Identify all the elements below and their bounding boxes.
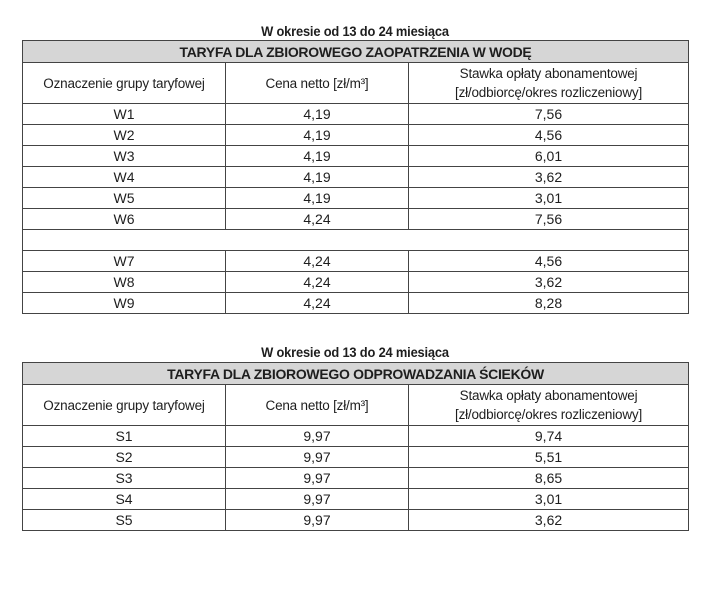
- water-table-title: TARYFA DLA ZBIOROWEGO ZAOPATRZENIA W WODĘ: [23, 41, 689, 63]
- sewage-tariff-section: [22, 343, 688, 531]
- price-cell: 4,19: [226, 167, 409, 188]
- fee-cell: 3,01: [409, 188, 689, 209]
- fee-cell: 8,65: [409, 468, 689, 489]
- price-cell: 9,97: [226, 447, 409, 468]
- table-row: [23, 125, 689, 146]
- group-cell: W5: [23, 188, 226, 209]
- group-cell: W8: [23, 272, 226, 293]
- table-row: [23, 293, 689, 314]
- fee-header-line1: Stawka opłaty abonamentowej: [459, 388, 638, 403]
- water-tariff-section: [22, 22, 688, 314]
- table-row: [23, 146, 689, 167]
- group-cell: W9: [23, 293, 226, 314]
- group-cell: W2: [23, 125, 226, 146]
- table-row: [23, 426, 689, 447]
- fee-cell: 6,01: [409, 146, 689, 167]
- price-cell: 4,24: [226, 251, 409, 272]
- group-cell: S3: [23, 468, 226, 489]
- price-cell: 4,19: [226, 188, 409, 209]
- column-header-group: Oznaczenie grupy taryfowej: [23, 63, 226, 104]
- fee-cell: 9,74: [409, 426, 689, 447]
- group-cell: W6: [23, 209, 226, 230]
- fee-cell: 8,28: [409, 293, 689, 314]
- group-cell: S2: [23, 447, 226, 468]
- price-cell: 9,97: [226, 468, 409, 489]
- fee-cell: 3,62: [409, 272, 689, 293]
- group-cell: S4: [23, 489, 226, 510]
- water-tariff-table: [22, 40, 689, 314]
- sewage-table-title: TARYFA DLA ZBIOROWEGO ODPROWADZANIA ŚCIEKÓW: [23, 363, 689, 385]
- water-period-heading: W okresie od 13 do 24 miesiąca: [261, 23, 449, 39]
- fee-cell: 7,56: [409, 209, 689, 230]
- fee-cell: 3,01: [409, 489, 689, 510]
- price-cell: 9,97: [226, 510, 409, 531]
- group-cell: W4: [23, 167, 226, 188]
- fee-cell: 3,62: [409, 167, 689, 188]
- table-row: [23, 468, 689, 489]
- fee-header-line2: [zł/odbiorcę/okres rozliczeniowy]: [455, 85, 642, 100]
- price-cell: 4,24: [226, 293, 409, 314]
- table-row: [23, 104, 689, 125]
- fee-cell: 4,56: [409, 125, 689, 146]
- fee-header-line2: [zł/odbiorcę/okres rozliczeniowy]: [455, 407, 642, 422]
- table-row: [23, 272, 689, 293]
- fee-header-line1: Stawka opłaty abonamentowej: [459, 66, 638, 81]
- table-row: [23, 188, 689, 209]
- sewage-tariff-table: [22, 362, 689, 531]
- table-row: [23, 489, 689, 510]
- table-row: [23, 167, 689, 188]
- price-cell: 4,24: [226, 209, 409, 230]
- fee-cell: 3,62: [409, 510, 689, 531]
- price-cell: 4,19: [226, 104, 409, 125]
- table-row: [23, 251, 689, 272]
- price-cell: 9,97: [226, 426, 409, 447]
- group-cell: W1: [23, 104, 226, 125]
- group-cell: S5: [23, 510, 226, 531]
- table-row: [23, 209, 689, 230]
- price-cell: 4,19: [226, 146, 409, 167]
- column-header-price: Cena netto [zł/m³]: [226, 385, 409, 426]
- column-header-fee: [409, 385, 689, 426]
- sewage-period-heading: W okresie od 13 do 24 miesiąca: [261, 344, 449, 360]
- column-header-fee: [409, 63, 689, 104]
- fee-cell: 4,56: [409, 251, 689, 272]
- group-cell: S1: [23, 426, 226, 447]
- fee-cell: 5,51: [409, 447, 689, 468]
- fee-cell: 7,56: [409, 104, 689, 125]
- table-page-break: [23, 230, 689, 251]
- column-header-group: Oznaczenie grupy taryfowej: [23, 385, 226, 426]
- table-row: [23, 447, 689, 468]
- column-header-price: Cena netto [zł/m³]: [226, 63, 409, 104]
- price-cell: 4,24: [226, 272, 409, 293]
- price-cell: 9,97: [226, 489, 409, 510]
- group-cell: W3: [23, 146, 226, 167]
- price-cell: 4,19: [226, 125, 409, 146]
- table-row: [23, 510, 689, 531]
- group-cell: W7: [23, 251, 226, 272]
